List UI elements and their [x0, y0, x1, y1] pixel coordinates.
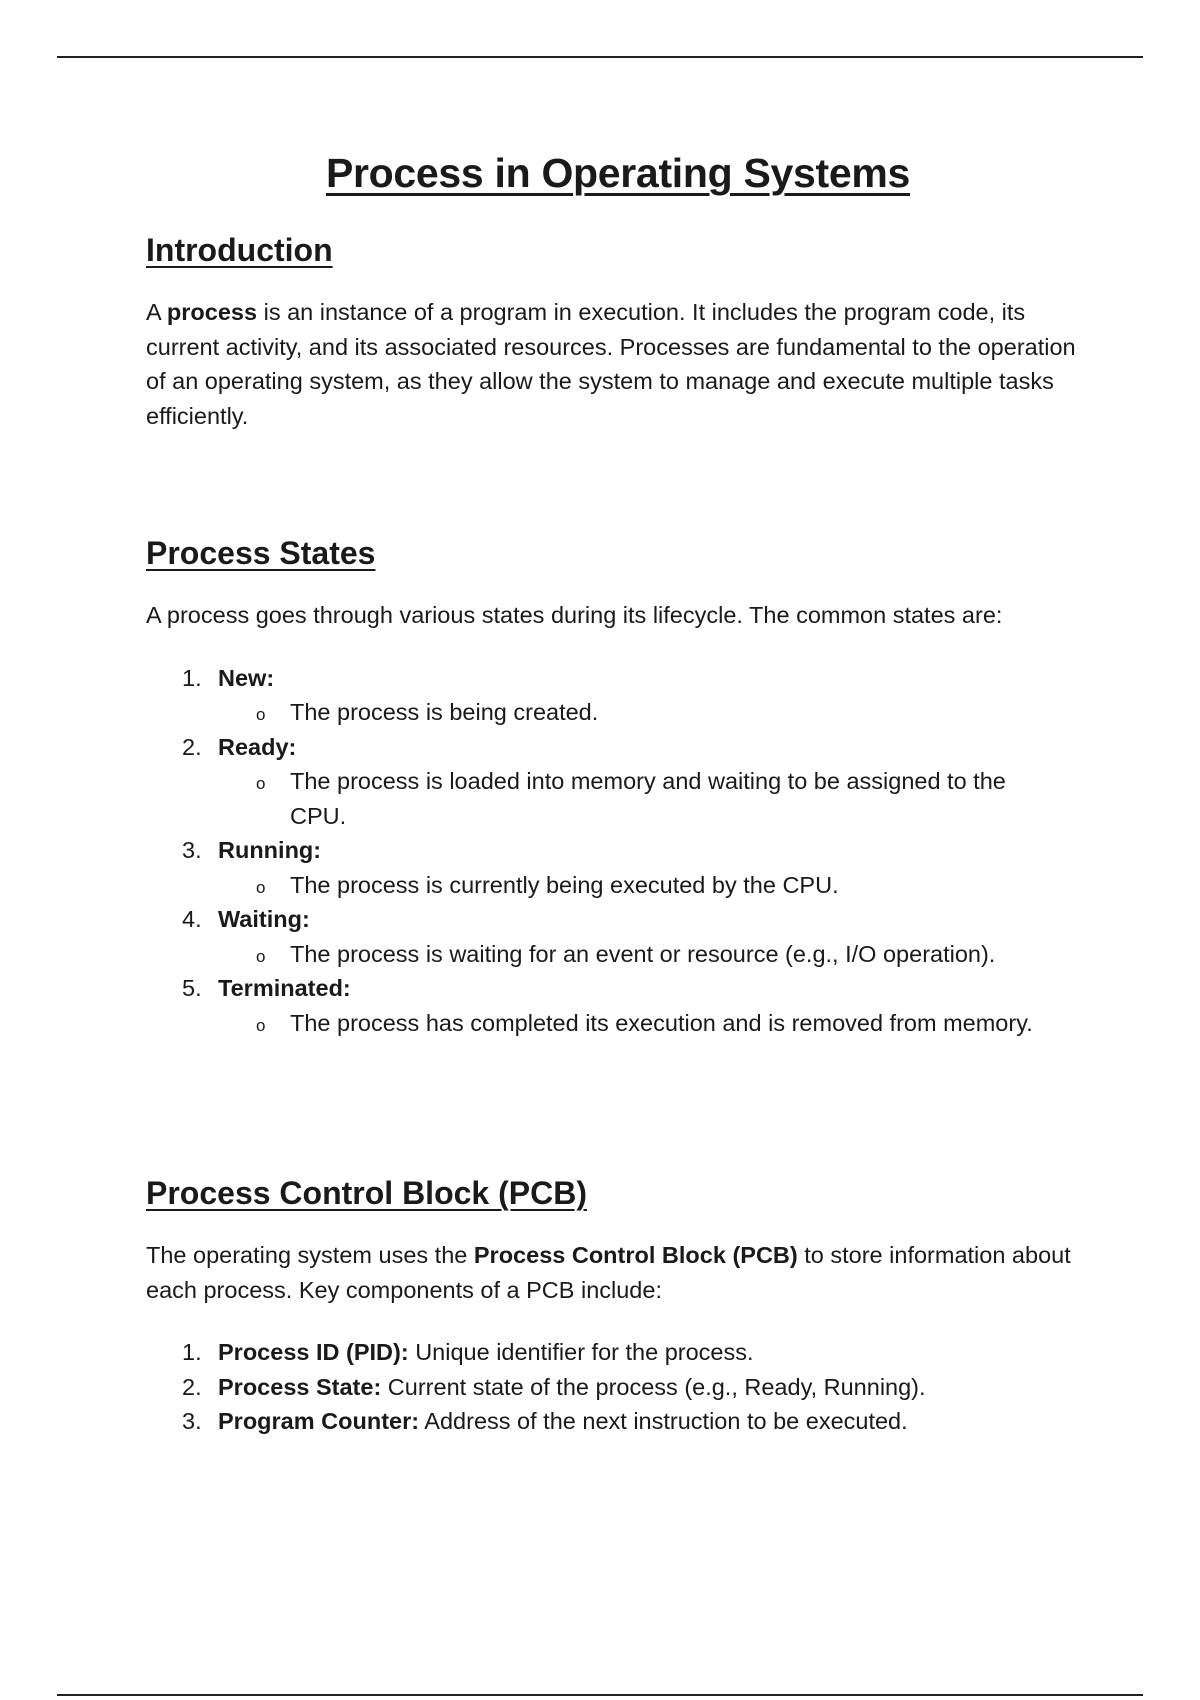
intro-lead: A — [146, 299, 167, 325]
header-rule — [57, 56, 1143, 58]
item-number: 2. — [182, 733, 202, 760]
item-number: 1. — [182, 664, 202, 691]
state-label-terminated: Terminated: — [218, 975, 351, 1001]
pcb-label-state: Process State: — [218, 1373, 382, 1400]
state-label-new: New: — [218, 664, 275, 691]
list-item — [146, 1370, 1096, 1405]
pcb-desc-pc: Address of the next instruction to be executed. — [419, 1408, 908, 1434]
pcb-desc-state: Current state of the process (e.g., Ready, Running). — [381, 1373, 926, 1400]
states-list — [146, 661, 1096, 1041]
states-paragraph: A process goes through various states during its lifecycle. The common states are: — [146, 602, 1003, 628]
list-item — [146, 902, 1096, 971]
item-number: 3. — [182, 1408, 202, 1434]
list-item — [146, 971, 1096, 1040]
intro-section — [146, 232, 1096, 433]
pcb-text-after: to store information about each process. Key components of a PCB include: — [146, 1242, 1071, 1303]
intro-heading: Introduction — [146, 232, 333, 268]
intro-bold-term: process — [166, 299, 258, 325]
list-item — [146, 1404, 1096, 1439]
pcb-label-pid: Process ID (PID): — [218, 1339, 409, 1365]
sub-bullet-icon: o — [256, 774, 266, 793]
item-number: 3. — [182, 837, 202, 863]
list-item — [146, 661, 1096, 730]
state-desc-terminated: The process has completed its execution and is removed from memory. — [290, 1009, 1033, 1036]
item-number: 5. — [182, 975, 202, 1001]
pcb-paragraph — [146, 1238, 1096, 1307]
state-desc-waiting: The process is waiting for an event or resource (e.g., I/O operation). — [290, 940, 996, 967]
page-title: Process in Operating Systems — [325, 150, 911, 196]
intro-paragraph — [146, 295, 1096, 433]
sub-bullet-icon: o — [256, 705, 266, 724]
pcb-label-pc: Program Counter: — [218, 1408, 420, 1434]
pcb-bold-term: Process Control Block (PCB) — [473, 1242, 798, 1268]
list-item — [146, 833, 1096, 902]
item-number: 4. — [182, 906, 202, 932]
pcb-list — [146, 1335, 1096, 1439]
item-number: 2. — [182, 1373, 202, 1400]
pcb-desc-pid: Unique identifier for the process. — [408, 1339, 754, 1365]
intro-text: is an instance of a program in execution. It includes the program code, its current activity, and its associated resources. Processes are fundamental to the operation of an operating system, as they allow the system to manage and execute multiple tasks efficiently. — [146, 299, 1076, 429]
sub-bullet-icon: o — [256, 946, 266, 966]
sub-bullet-icon: o — [256, 877, 266, 897]
pcb-text-before: The operating system uses the — [146, 1242, 474, 1268]
footer-rule — [57, 1694, 1143, 1696]
state-desc-new: The process is being created. — [290, 699, 599, 725]
list-item — [146, 1335, 1096, 1370]
state-label-ready: Ready: — [218, 733, 297, 760]
list-item — [146, 730, 1096, 834]
state-label-running: Running: — [218, 837, 322, 863]
pcb-heading: Process Control Block (PCB) — [146, 1175, 587, 1211]
state-desc-running: The process is currently being executed by the CPU. — [290, 871, 839, 898]
states-section — [146, 535, 1096, 1040]
item-number: 1. — [182, 1339, 202, 1365]
sub-bullet-icon: o — [256, 1015, 266, 1035]
pcb-section — [146, 1175, 1096, 1439]
states-heading: Process States — [146, 535, 376, 571]
state-label-waiting: Waiting: — [218, 906, 310, 932]
state-desc-ready: The process is loaded into memory and waiting to be assigned to the CPU. — [290, 768, 1006, 829]
